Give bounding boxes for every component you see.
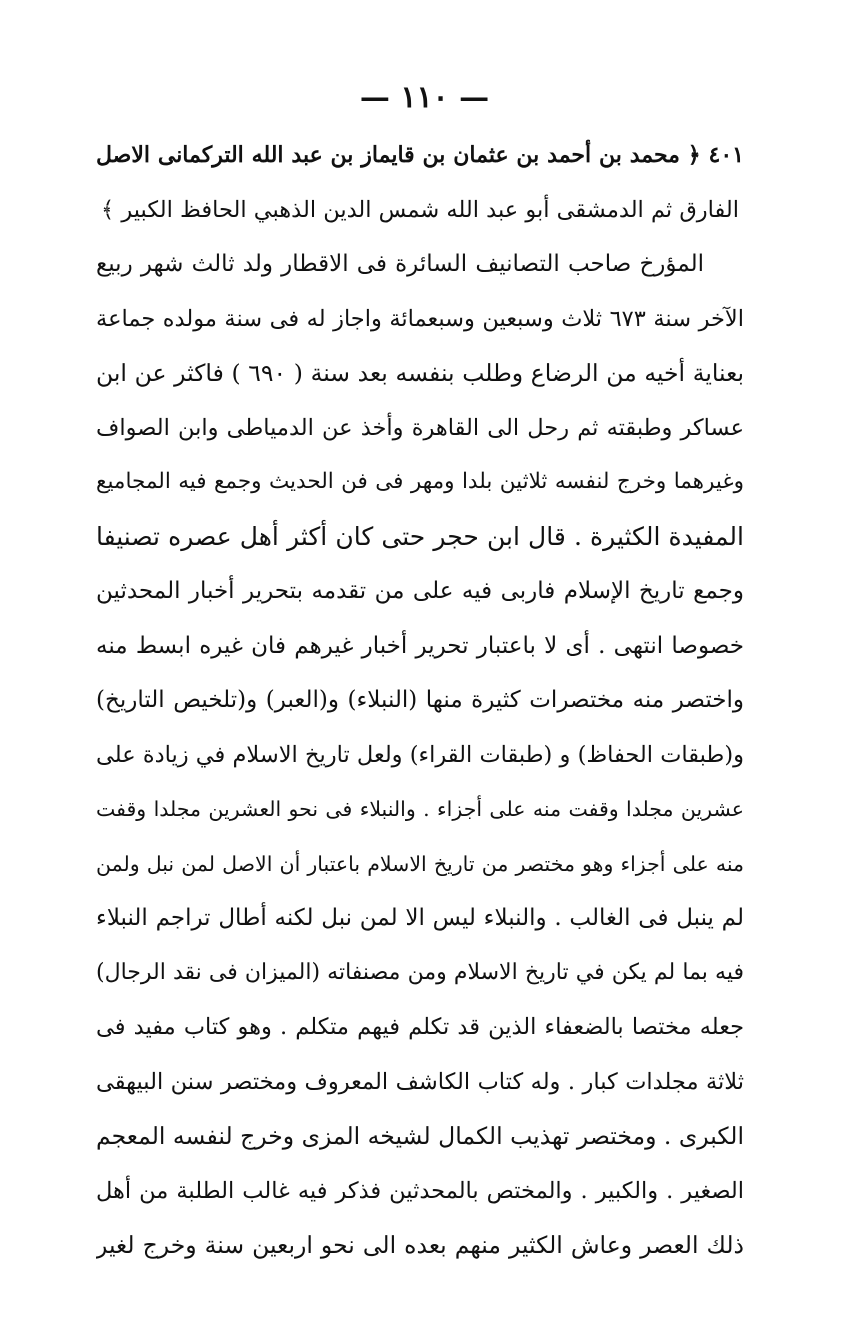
text-line: فيه بما لم يكن في تاريخ الاسلام ومن مصنفاته (الميزان فى نقد الرجال) (96, 959, 744, 985)
text-line: وجمع تاريخ الإسلام فاربى فيه على من تقدمه بتحرير أخبار المحدثين (96, 578, 744, 604)
text-line: جعله مختصا بالضعفاء الذين قد تكلم فيهم متكلم . وهو كتاب مفيد فى (96, 1014, 744, 1040)
text-line: لم ينبل فى الغالب . والنبلاء ليس الا لمن نبل لكنه أطال تراجم النبلاء (96, 905, 744, 931)
text-line: عشرين مجلدا وقفت منه على أجزاء . والنبلاء فى نحو العشرين مجلدا وقفت (96, 797, 744, 821)
text-line: المفيدة الكثيرة . قال ابن حجر حتى كان أكثر أهل عصره تصنيفا (96, 521, 744, 551)
text-line: ذلك العصر وعاش الكثير منهم بعده الى نحو اربعين سنة وخرج لغير (96, 1231, 744, 1259)
text-line: منه على أجزاء وهو مختصر من تاريخ الاسلام باعتبار أن الاصل لمن نبل ولمن (96, 851, 744, 876)
text-line: و(طبقات الحفاظ) و (طبقات القراء) ولعل تاريخ الاسلام في زيادة على (96, 741, 744, 768)
text-line: بعناية أخيه من الرضاع وطلب بنفسه بعد سنة ( ٦٩٠ ) فاكثر عن ابن (96, 359, 744, 387)
body-text (96, 128, 744, 1273)
page-number: — ١١٠ — (359, 80, 490, 115)
text-line: الآخر سنة ٦٧٣ ثلاث وسبعين وسبعمائة واجاز له فى سنة مولده جماعة (96, 305, 744, 332)
text-line: ثلاثة مجلدات كبار . وله كتاب الكاشف المعروف ومختصر سنن البيهقى (96, 1068, 744, 1095)
text-line: الصغير . والكبير . والمختص بالمحدثين فذكر فيه غالب الطلبة من أهل (96, 1177, 744, 1204)
entry-heading-line: ٤٠١ ﴿ محمد بن أحمد بن عثمان بن قايماز بن عبد الله التركمانى الاصل (96, 142, 744, 168)
text-line: عساكر وطبقته ثم رحل الى القاهرة وأخذ عن الدمياطى وابن الصواف (96, 414, 744, 441)
entry-heading-continuation: الفارق ثم الدمشقى أبو عبد الله شمس الدين الذهبي الحافظ الكبير ﴾ (100, 196, 740, 223)
text-line: واختصر منه مختصرات كثيرة منها (النبلاء) و(العبر) و(تلخيص التاريخ) (96, 687, 744, 713)
text-line: خصوصا انتهى . أى لا باعتبار تحرير أخبار غيرهم فان غيره ابسط منه (96, 632, 744, 659)
text-line: الكبرى . ومختصر تهذيب الكمال لشيخه المزى وخرج لنفسه المعجم (96, 1122, 744, 1150)
text-line: المؤرخ صاحب التصانيف السائرة فى الاقطار ولد ثالث شهر ربيع (96, 251, 704, 277)
text-line: وغيرهما وخرج لنفسه ثلاثين بلدا ومهر فى فن الحديث وجمع فيه المجاميع (96, 469, 744, 494)
